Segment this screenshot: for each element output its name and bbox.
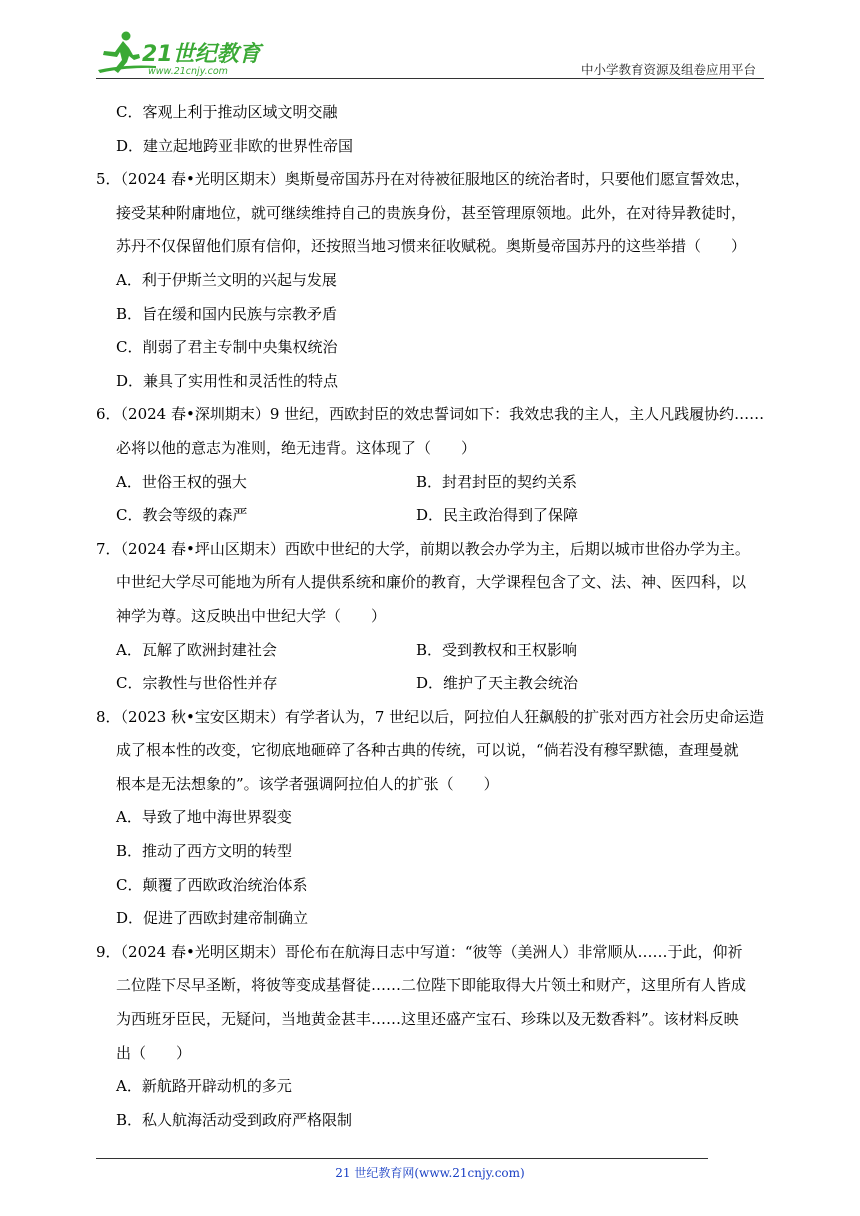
question-stem-continued: 必将以他的意志为准则，绝无违背。这体现了（ ）: [116, 438, 477, 457]
option-d: D．维护了天主教会统治: [416, 674, 579, 693]
site-title: 中小学教育资源及组卷应用平台: [580, 62, 756, 77]
option-b: B．私人航海活动受到政府严格限制: [116, 1110, 353, 1129]
option-a: A．导致了地中海世界裂变: [116, 808, 292, 827]
question-stem: 7．（2024 春•坪山区期末）西欧中世纪的大学，前期以教会办学为主，后期以城市世俗办学为主。: [96, 539, 750, 558]
question-4-tail: [96, 96, 768, 163]
header-divider: [96, 78, 764, 79]
option-b: B．封君封臣的契约关系: [416, 472, 578, 491]
option-b: B．推动了西方文明的转型: [116, 842, 293, 861]
logo-text: 21世纪教育: [142, 42, 261, 67]
question-6: [96, 398, 768, 532]
option-b: B．受到教权和王权影响: [416, 640, 578, 659]
question-stem: 5．（2024 春•光明区期末）奥斯曼帝国苏丹在对待被征服地区的统治者时，只要他们愿宣誓效忠，: [96, 170, 750, 189]
option-d: D．兼具了实用性和灵活性的特点: [116, 371, 339, 390]
question-stem-continued: 苏丹不仅保留他们原有信仰，还按照当地习惯来征收赋税。奥斯曼帝国苏丹的这些举措（ ）: [116, 237, 747, 256]
option-c: C．客观上利于推动区域文明交融: [116, 103, 338, 121]
question-stem-continued: 为西班牙臣民，无疑问，当地黄金甚丰……这里还盛产宝石、珍珠以及无数香料”。该材料反映: [116, 1010, 739, 1029]
option-a: A．世俗王权的强大: [116, 472, 247, 491]
question-8: [96, 701, 768, 936]
option-a: A．新航路开辟动机的多元: [116, 1077, 292, 1096]
question-stem: 6．（2024 春•深圳期末）9 世纪，西欧封臣的效忠誓词如下：我效忠我的主人，主人凡践履协约……: [96, 405, 765, 424]
option-row: [96, 466, 768, 500]
option-d: D．民主政治得到了保障: [416, 506, 579, 525]
question-stem: 8．（2023 秋•宝安区期末）有学者认为，7 世纪以后，阿拉伯人狂飙般的扩张对西方社会历史命运造: [96, 707, 765, 726]
question-7: [96, 533, 768, 701]
option-b: B．旨在缓和国内民族与宗教矛盾: [116, 304, 338, 323]
question-stem: 9．（2024 春•光明区期末）哥伦布在航海日志中写道：“彼等（美洲人）非常顺从……于此，仰祈: [96, 942, 743, 961]
question-stem-continued: 成了根本性的改变，它彻底地砸碎了各种古典的传统，可以说，“倘若没有穆罕默德，查理曼就: [116, 741, 739, 760]
option-c: C．宗教性与世俗性并存: [116, 674, 278, 693]
option-a: A．瓦解了欧洲封建社会: [116, 640, 277, 659]
page-header: [96, 30, 764, 78]
option-row: [96, 499, 768, 533]
question-list: [96, 96, 768, 1137]
question-9: [96, 936, 768, 1138]
question-stem-continued: 接受某种附庸地位，就可继续维持自己的贵族身份，甚至管理原领地。此外，在对待异教徒时，: [116, 203, 747, 222]
question-stem-continued: 神学为尊。这反映出中世纪大学（ ）: [116, 606, 387, 625]
logo-url: www.21cnjy.com: [148, 66, 228, 77]
page-footer: 21 世纪教育网(www.21cnjy.com): [335, 1166, 525, 1180]
question-5: [96, 163, 768, 398]
footer-divider: [96, 1158, 708, 1159]
question-stem-continued: 出（ ）: [116, 1043, 192, 1062]
option-c: C．教会等级的森严: [116, 506, 248, 525]
option-row: [96, 667, 768, 701]
question-stem-continued: 中世纪大学尽可能地为所有人提供系统和廉价的教育，大学课程包含了文、法、神、医四科，以: [116, 573, 747, 592]
question-stem-continued: 根本是无法想象的”。该学者强调阿拉伯人的扩张（ ）: [116, 774, 499, 793]
option-c: C．削弱了君主专制中央集权统治: [116, 338, 338, 357]
question-stem-continued: 二位陛下尽早圣断，将彼等变成基督徒……二位陛下即能取得大片领土和财产，这里所有人皆成: [116, 976, 747, 995]
option-a: A．利于伊斯兰文明的兴起与发展: [116, 270, 337, 289]
logo: [96, 30, 266, 78]
option-c: C．颠覆了西欧政治统治体系: [116, 875, 308, 894]
option-row: [96, 634, 768, 668]
option-d: D．促进了西欧封建帝制确立: [116, 909, 309, 928]
option-d: D．建立起地跨亚非欧的世界性帝国: [116, 136, 354, 155]
